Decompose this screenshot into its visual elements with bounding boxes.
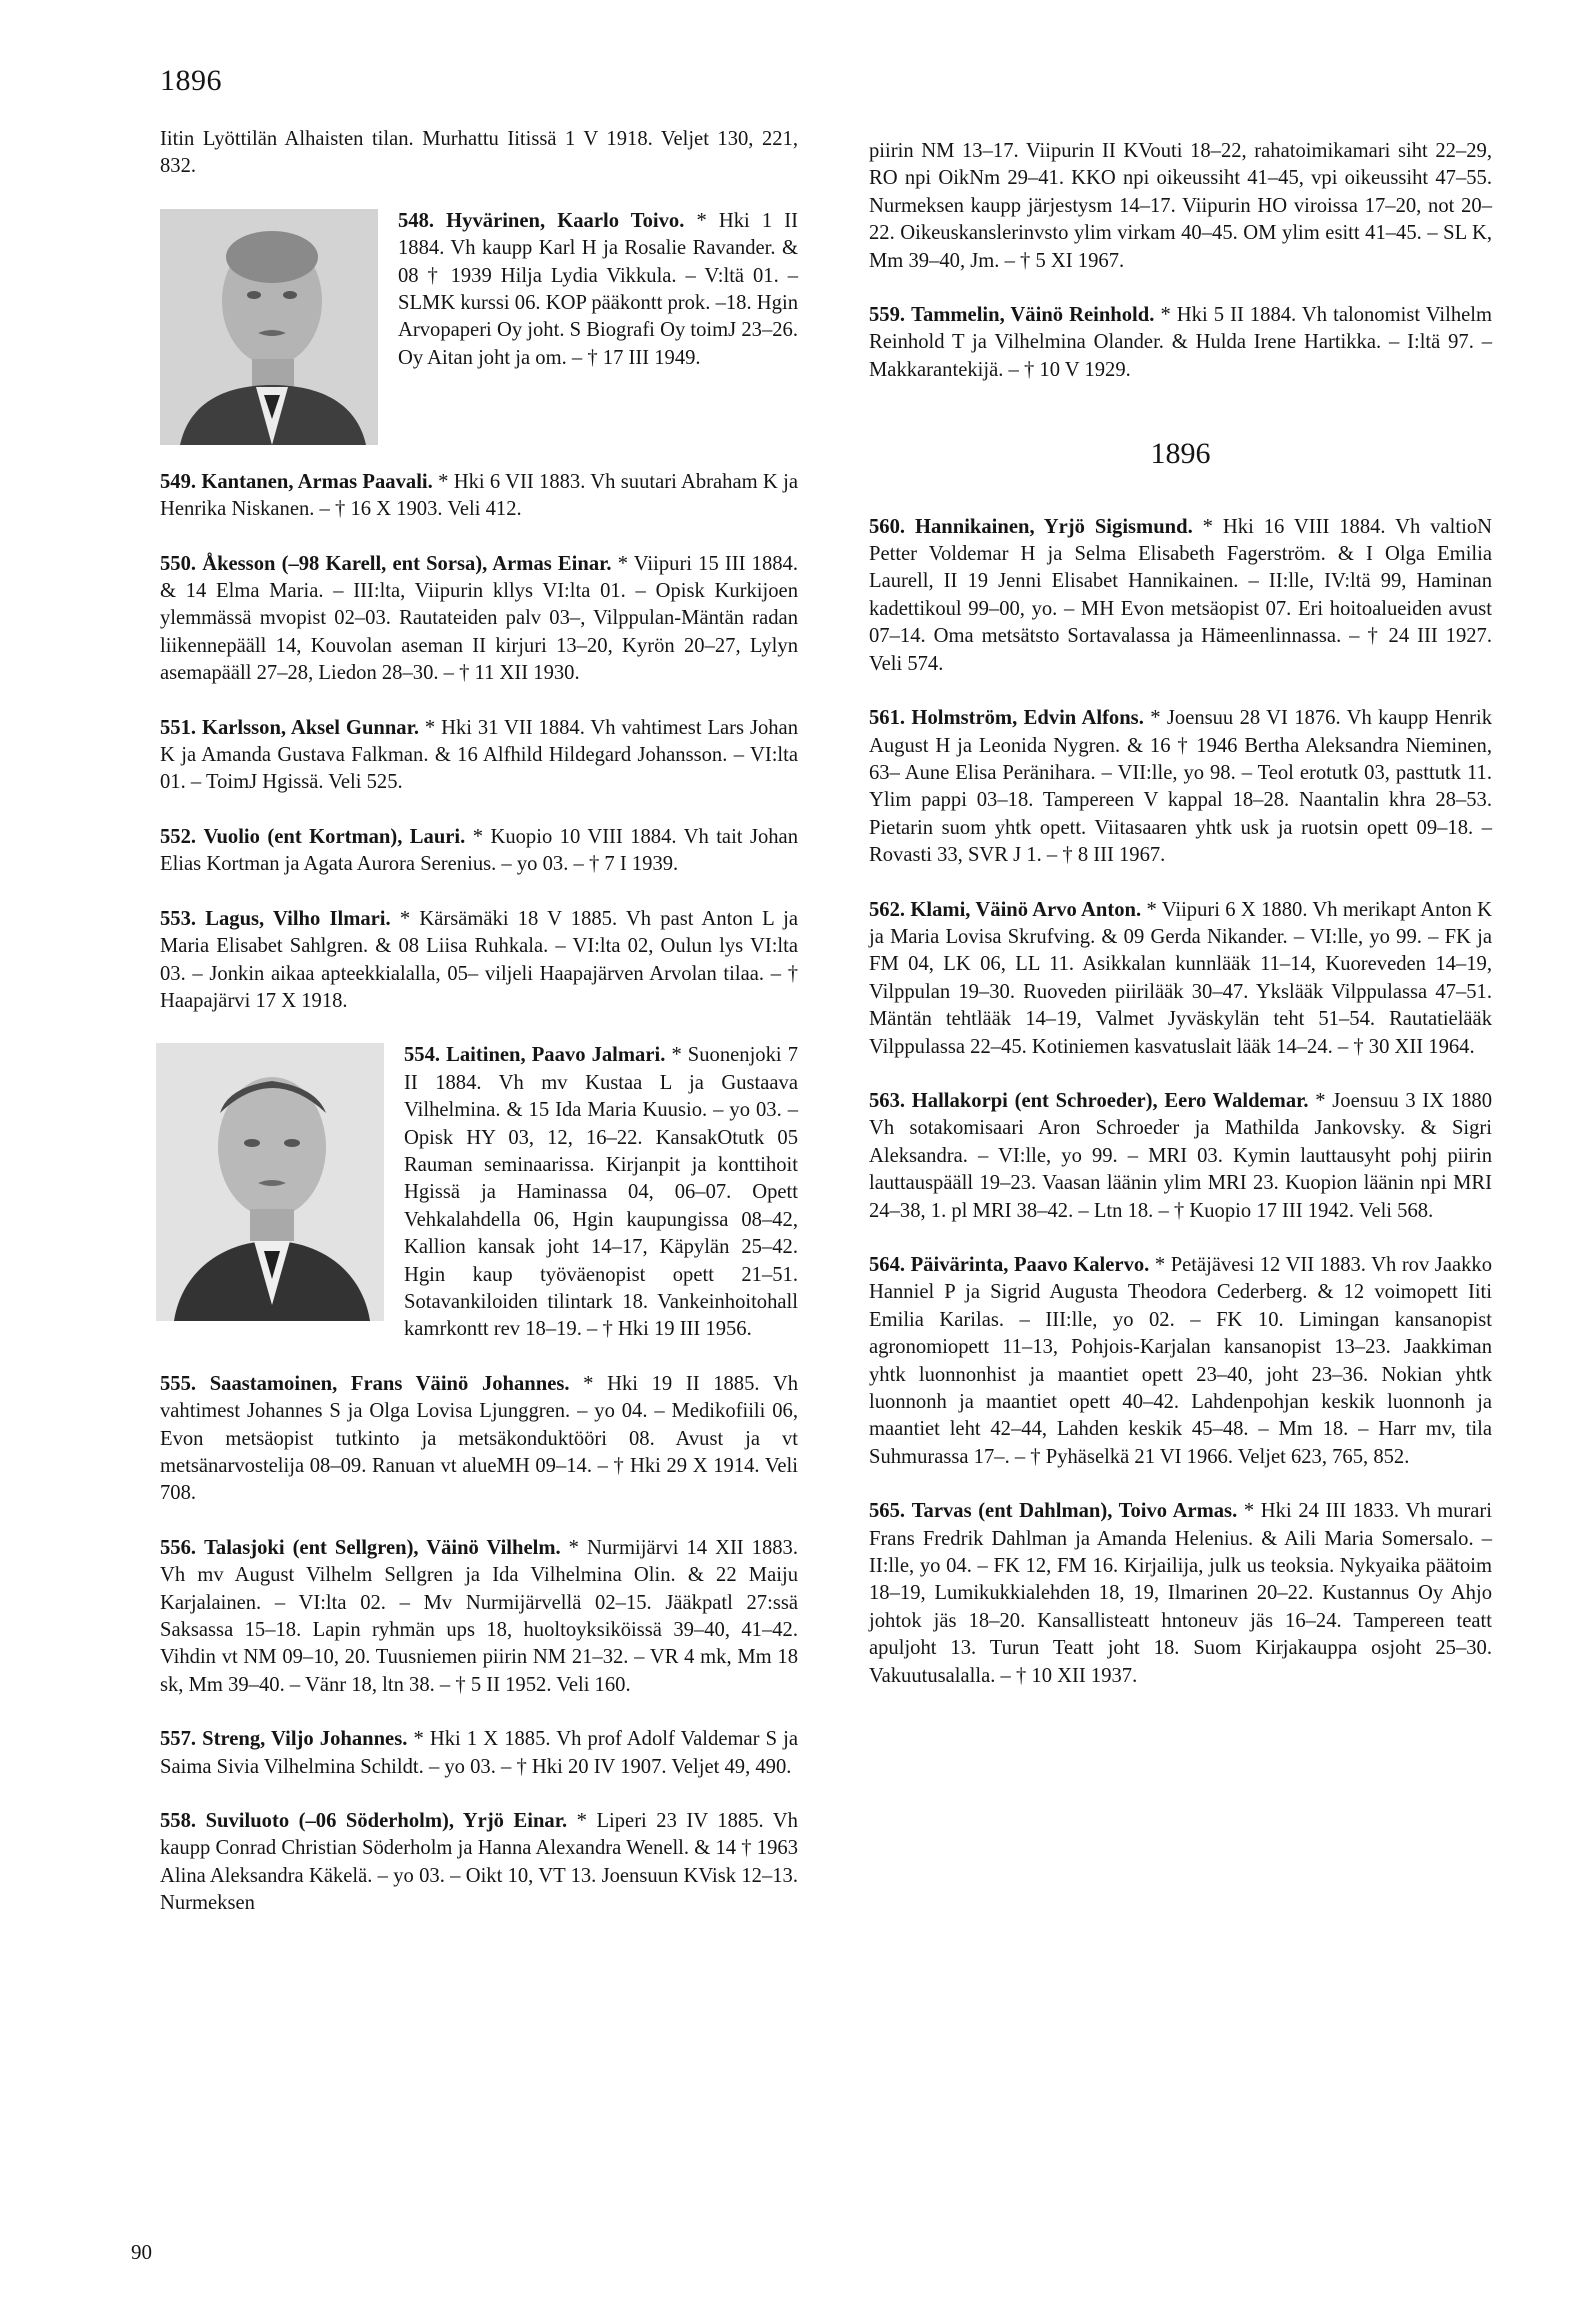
entry-number: 561. xyxy=(869,707,906,730)
entry-name: Vuolio (ent Kortman), Lauri. xyxy=(203,825,466,848)
entry-number: 548. xyxy=(398,209,435,232)
entry-number: 552. xyxy=(160,825,197,848)
entry-548 xyxy=(160,208,798,372)
entry-number: 556. xyxy=(160,1536,197,1559)
entry-name: Streng, Viljo Johannes. xyxy=(202,1728,408,1751)
entry-text: * Hki 5 II 1884. Vh talonomist Vilhelm Reinhold T ja Vilhelmina Olander. & Hulda Irene Hartikka. – I:ltä 97. – Makkarantekijä. – † 10 V 1929. xyxy=(869,304,1492,381)
entry-text: piirin NM 13–17. Viipurin II KVouti 18–22, rahatoimikamari siht 22–29, RO npi OikNm 29–41. KKO npi oikeussiht 41–45, vpi oikeussiht 47–55. Nurmeksen kaupp järjestysm 14–17. Viipurin HO viroissa 17–20, not 20–22. Oikeuskanslerinvsto ylim virkam 40–45. OM ylim esitt 41–45. – SL K, Mm 39–40, Jm. – † 5 XI 1967. xyxy=(869,140,1492,272)
entry-559 xyxy=(869,302,1492,384)
right-column xyxy=(869,138,1492,1717)
entry-556 xyxy=(160,1535,798,1699)
entry-name: Talasjoki (ent Sellgren), Väinö Vilhelm. xyxy=(204,1536,561,1559)
entry-552 xyxy=(160,824,798,879)
section-year-heading: 1896 xyxy=(1150,437,1211,471)
entry-number: 562. xyxy=(869,898,906,921)
entry-name: Hannikainen, Yrjö Sigismund. xyxy=(914,515,1193,538)
portrait-photo-548 xyxy=(160,209,378,445)
entry-name: Päivärinta, Paavo Kalervo. xyxy=(910,1254,1150,1276)
entry-560 xyxy=(869,514,1492,678)
entry-name: Holmström, Edvin Alfons. xyxy=(911,707,1144,730)
entry-text: * Hki 24 III 1833. Vh murari Frans Fredrik Dahlman ja Amanda Helenius. & Aili Maria Somersalo. – II:lle, yo 04. – FK 12, FM 16. Kirjailija, julk us teoksia. Nykyaika päätoim 18–19, Lumikukkialehden 18, 19, Ilmarinen 20–22. Kustannus Oy Ahjo johtok jäs 18–20. Kansallisteatt hntoneuv jäs 16–24. Tampereen teatt apuljoht 13. Turun Teatt joht 18. Suom Kirjakauppa osjoht 25–30. Vakuutusalalla. – † 10 XII 1937. xyxy=(869,1500,1493,1687)
portrait-illustration xyxy=(156,1043,384,1321)
entry-number: 560. xyxy=(869,515,906,538)
entry-name: Karlsson, Aksel Gunnar. xyxy=(201,716,420,739)
entry-562 xyxy=(869,897,1492,1061)
entry-number: 565. xyxy=(869,1500,906,1523)
entry-text: * Kärsämäki 18 V 1885. Vh past Anton L ja Maria Elisabet Sahlgren. & 08 Liisa Ruhkala. – VI:lta 02, Oulun lys VI:lta 03. – Jonkin aikaa apteekkialalla, 05– viljeli Haapajärven Arvolan tilaa. – † Haapajärvi 17 X 1918. xyxy=(160,907,799,1012)
entry-565 xyxy=(869,1498,1492,1690)
entry-text: * Hki 1 II 1884. Vh kaupp Karl H ja Rosalie Ravander. & 08 † 1939 Hilja Lydia Vikkula. – V:ltä 01. – SLMK kurssi 06. KOP pääkontt prok. –18. Hgin Arvopaperi Oy joht. S Biografi Oy toimJ 23–26. Oy Aitan joht ja om. – † 17 III 1949. xyxy=(398,209,798,369)
entry-name: Hallakorpi (ent Schroeder), Eero Waldemar. xyxy=(911,1089,1309,1112)
entry-text: * Hki 19 II 1885. Vh vahtimest Johannes S ja Olga Lovisa Ljunggren. – yo 04. – Medikofiili 06, Evon metsäopist tutkinto ja metsäkonduktööri 08. Avust ja vt metsänarvostelija 08–09. Ranuan vt alueMH 09–14. – † Hki 29 X 1914. Veli 708. xyxy=(160,1372,798,1505)
entry-number: 554. xyxy=(404,1044,441,1067)
entry-name: Tarvas (ent Dahlman), Toivo Armas. xyxy=(911,1500,1238,1523)
entry-name: Lagus, Vilho Ilmari. xyxy=(205,907,391,930)
entry-number: 551. xyxy=(160,716,197,739)
entry-549 xyxy=(160,449,798,524)
entry-name: Laitinen, Paavo Jalmari. xyxy=(446,1044,666,1067)
entry-558-continuation xyxy=(869,138,1492,275)
entry-555 xyxy=(160,1371,798,1508)
entry-number: 550. xyxy=(160,552,197,575)
entry-text: * Viipuri 6 X 1880. Vh merikapt Anton K ja Maria Lovisa Skrufving. & 09 Gerda Nikander. – VI:lle, yo 99. – FK ja FM 04, LK 06, LL 11. Asikkalan kunnlääk 11–14, Kuoreveden 14–19, Vilppulan 19–30. Ruoveden piirilääk 30–47. Ykslääk Vilppulassa 47–51. Mäntän tehtlääk 14–19, Valmet Jyväskylän teht 51–54. Rautatielääk Vilppulassa 22–45. Kotiniemen kasvatuslait lääk 14–24. – † 30 XII 1964. xyxy=(869,898,1492,1058)
page-header-year: 1896 xyxy=(160,64,222,97)
entry-number: 555. xyxy=(160,1372,197,1395)
entry-text: * Kuopio 10 VIII 1884. Vh tait Johan Elias Kortman ja Agata Aurora Serenius. – yo 03. – † 7 I 1939. xyxy=(160,825,798,876)
entry-text: * Petäjävesi 12 VII 1883. Vh rov Jaakko Hanniel P ja Sigrid Augusta Theodora Cederberg. & 12 voimopett Iiti Emilia Karilas. – III:lle, yo 02. – FK 10. Limingan kansanopist agronomiopett 11–13, Pohjois-Karjalan kansanopist 13–23. Jaakkiman yhtk luonnonhist ja maantiet opett 23–40, joht 23–36. Nokian yhtk luonnonh ja maantiet opett 40–42. Lahdenpohjan keskik luonnonh ja maantiet leht 42–44, Lahden keskik 45–48. – Mm 18. – Harr mv, tila Suhmurassa 17–. – † Pyhäselkä 21 VI 1966. Veljet 623, 765, 852. xyxy=(869,1254,1492,1468)
entry-name: Saastamoinen, Frans Väinö Johannes. xyxy=(209,1372,570,1395)
entry-number: 553. xyxy=(160,907,197,930)
entry-553 xyxy=(160,906,798,1016)
entry-text: Iitin Lyöttilän Alhaisten tilan. Murhattu Iitissä 1 V 1918. Veljet 130, 221, 832. xyxy=(160,128,798,178)
entry-name: Hyvärinen, Kaarlo Toivo. xyxy=(446,209,685,232)
entry-number: 549. xyxy=(160,470,197,493)
page-number: 90 xyxy=(131,2240,152,2264)
entry-number: 557. xyxy=(160,1728,197,1751)
left-column xyxy=(160,126,798,1945)
entry-text: * Hki 31 VII 1884. Vh vahtimest Lars Johan K ja Amanda Gustava Falkman. & 16 Alfhild Hildegard Johansson. – VI:lta 01. – ToimJ Hgissä. Veli 525. xyxy=(160,716,798,794)
entry-text: * Liperi 23 IV 1885. Vh kaupp Conrad Christian Söderholm ja Hanna Alexandra Wenell. & 14 † 1963 Alina Aleksandra Käkelä. – yo 03. – Oikt 10, VT 13. Joensuun KVisk 12–13. Nurmeksen xyxy=(160,1810,798,1915)
entry-text: * Joensuu 3 IX 1880 Vh sotakomisaari Aron Schroeder ja Mathilda Jankovsky. & Sigri Aleksandra. – VI:lle, yo 99. – MRI 03. Kymin lauttausyht pohj piirin lauttauspääll 19–23. Vaasan läänin ylim MRI 23. Kuopion läänin npi MRI 24–38, 1. pl MRI 38–42. – Ltn 18. – † Kuopio 17 III 1942. Veli 568. xyxy=(869,1089,1492,1222)
portrait-illustration xyxy=(160,209,378,445)
entry-number: 559. xyxy=(869,304,906,327)
entry-558 xyxy=(160,1808,798,1918)
entry-number: 558. xyxy=(160,1810,197,1833)
entry-557 xyxy=(160,1726,798,1781)
entry-554 xyxy=(160,1042,798,1343)
entry-name: Suviluoto (–06 Söderholm), Yrjö Einar. xyxy=(205,1810,568,1833)
entry-name: Kantanen, Armas Paavali. xyxy=(201,470,433,493)
entry-text: * Hki 1 X 1885. Vh prof Adolf Valdemar S ja Saima Sivia Vilhelmina Schildt. – yo 03. – † Hki 20 IV 1907. Veljet 49, 490. xyxy=(160,1728,798,1778)
entry-number: 564. xyxy=(869,1254,906,1276)
entry-551 xyxy=(160,715,798,797)
entry-561 xyxy=(869,705,1492,869)
entry-number: 563. xyxy=(869,1089,906,1112)
entry-text: * Nurmijärvi 14 XII 1883. Vh mv August Vilhelm Sellgren ja Ida Vilhelmina Olin. & 22 Maiju Karjalainen. – VI:lta 02. – Mv Nurmijärvellä 02–15. Jääkpatl 27:ssä Saksassa 15–18. Lapin ryhmän ups 18, huoltoyksiköissä 39–40, 41–42. Vihdin vt NM 09–10, 20. Tuusniemen piirin NM 21–32. – VR 4 mk, Mm 18 sk, Mm 39–40. – Vänr 18, ltn 38. – † 5 II 1952. Veli 160. xyxy=(160,1536,798,1696)
entry-name: Åkesson (–98 Karell, ent Sorsa), Armas Einar. xyxy=(202,552,612,575)
entry-550 xyxy=(160,551,798,688)
entry-name: Tammelin, Väinö Reinhold. xyxy=(911,304,1155,327)
entry-text: * Viipuri 15 III 1884. & 14 Elma Maria. – III:lta, Viipurin kllys VI:lta 01. – Opisk Kurkijoen ylemmässä mvopist 02–03. Rautateiden palv 03–, Vilppulan-Mäntän radan liikennepääll 14, Kouvolan aseman II kirjuri 13–20, Kyrön 20–27, Lylyn asemapääll 27–28, Liedon 28–30. – † 11 XII 1930. xyxy=(160,552,798,685)
entry-text: * Hki 16 VIII 1884. Vh valtioN Petter Voldemar H ja Selma Elisabeth Fagerström. & I Olga Emilia Laurell, II 19 Jenni Elisabet Hannikainen. – II:lle, IV:ltä 99, Haminan kadettikoul 99–00, yo. – MH Evon metsäopist 07. Eri hoitoalueiden avust 07–14. Oma metsätsto Sortavalassa ja Hämeenlinnassa. – † 24 III 1927. Veli 574. xyxy=(869,515,1492,675)
entry-547-continuation xyxy=(160,126,798,181)
entry-text: * Joensuu 28 VI 1876. Vh kaupp Henrik August H ja Leonida Nygren. & 16 † 1946 Bertha Aleksandra Nieminen, 63– Aune Elisa Peränihara. – VII:lle, yo 98. – Teol erotutk 03, pasttutk 11. Ylim pappi 03–18. Tampereen V kappal 18–28. Naantalin khra 28–53. Pietarin suom yhtk opett. Viitasaaren yhtk usk ja ruotsin opett 09–18. – Rovasti 33, SVR J 1. – † 8 III 1967. xyxy=(869,707,1493,867)
entry-name: Klami, Väinö Arvo Anton. xyxy=(910,898,1142,921)
entry-text: * Suonenjoki 7 II 1884. Vh mv Kustaa L ja Gustaava Vilhelmina. & 15 Ida Maria Kuusio. – yo 03. – Opisk HY 03, 12, 16–22. KansakOtutk 05 Rauman seminaarissa. Kirjanpit ja konttihoit Hgissä ja Haminassa 04, 06–07. Opett Vehkalahdella 06, Hgin kaupungissa 08–42, Kallion kansak joht 14–17, Käpylän 25–42. Hgin kaup työväenopist opett 21–51. Sotavankiloiden tilintark 18. Vankeinhoitohall kamrkontt rev 18–19. – † Hki 19 III 1956. xyxy=(404,1044,798,1341)
portrait-photo-554 xyxy=(156,1043,384,1321)
entry-563 xyxy=(869,1088,1492,1225)
entry-564 xyxy=(869,1252,1492,1471)
entry-text: * Hki 6 VII 1883. Vh suutari Abraham K ja Henrika Niskanen. – † 16 X 1903. Veli 412. xyxy=(160,470,798,521)
